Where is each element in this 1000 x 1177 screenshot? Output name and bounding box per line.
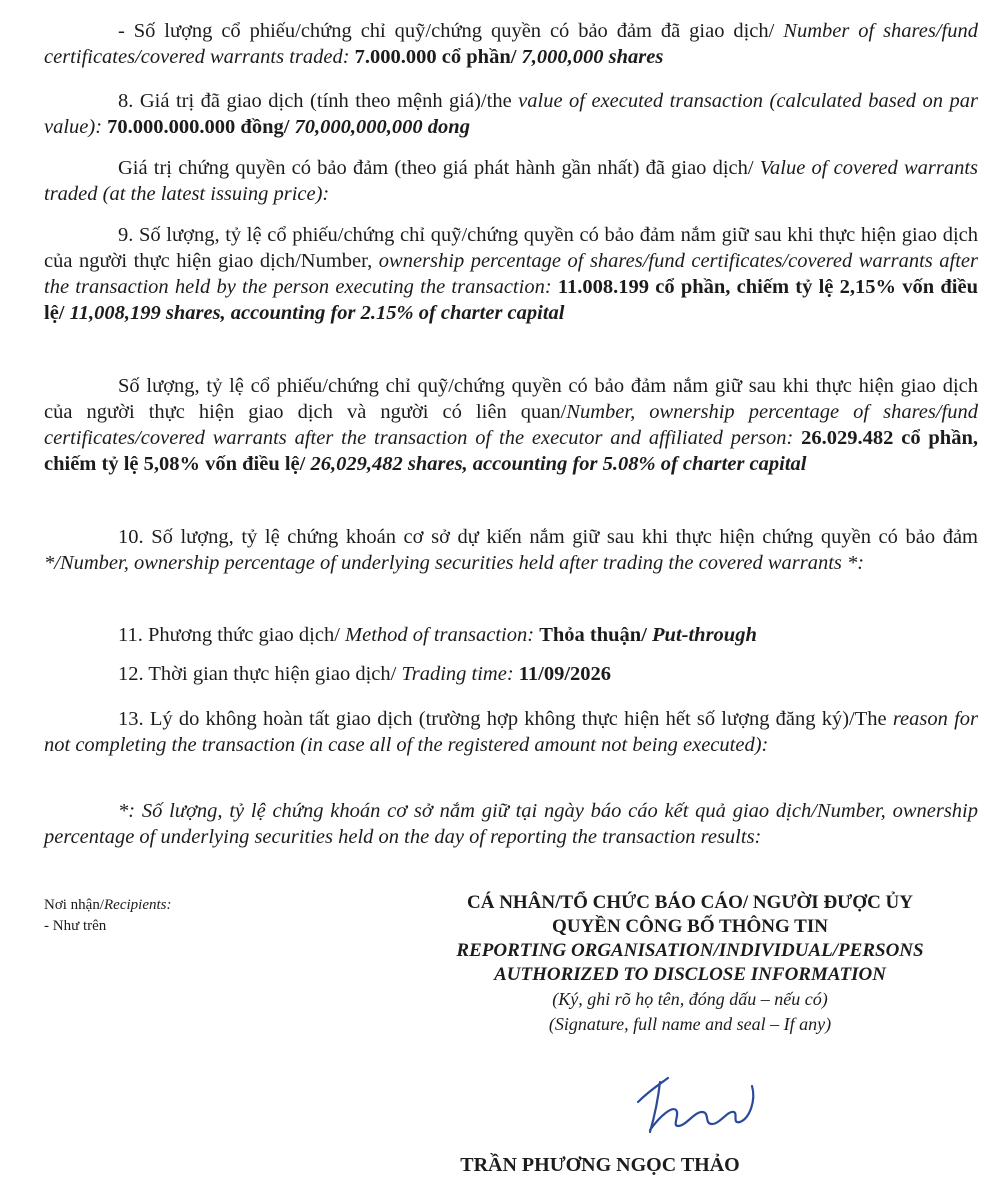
item8-lead: 8. Giá trị đã giao dịch (tính theo mệnh giá)/the <box>118 90 519 112</box>
item10-underlying-securities <box>44 524 978 576</box>
item9b-ownership-with-affiliates <box>44 373 978 477</box>
item10-lead: 10. Số lượng, tỷ lệ chứng khoán cơ sở dự kiến nắm giữ sau khi thực hiện chứng quyền có bảo đảm <box>118 526 978 548</box>
item9-label-en: ownership percentage of shares/fund certificates/covered warrants after the transaction held by the person executing the transaction: <box>44 250 978 298</box>
item7-shares-traded <box>44 18 978 70</box>
item9b-label-en: Number, ownership percentage of shares/fund certificates/covered warrants after the transaction of the executor and affiliated person: <box>44 401 979 449</box>
recipients-block <box>44 895 344 937</box>
signature-title-line3: REPORTING ORGANISATION/INDIVIDUAL/PERSONS <box>456 940 924 961</box>
signature-note-en: (Signature, full name and seal – If any) <box>548 1014 832 1034</box>
handwritten-signature <box>620 1060 780 1140</box>
item13-lead: 13. Lý do không hoàn tất giao dịch (trường hợp không thực hiện hết số lượng đăng ký)/The <box>118 708 893 730</box>
item7-lead: - Số lượng cổ phiếu/chứng chỉ quỹ/chứng quyền có bảo đảm đã giao dịch/ <box>118 20 784 42</box>
signature-title-line1: CÁ NHÂN/TỔ CHỨC BÁO CÁO/ NGƯỜI ĐƯỢC ỦY <box>467 892 913 913</box>
item9b-value-en: 26,029,482 shares, accounting for 5.08% of charter capital <box>310 453 807 475</box>
item13-label-en: reason for not completing the transaction (in case all of the registered amount not being executed): <box>44 708 979 756</box>
recipients-item: - Như trên <box>44 918 107 934</box>
item8b-lead: Giá trị chứng quyền có bảo đảm (theo giá phát hành gần nhất) đã giao dịch/ <box>118 157 760 179</box>
signature-title-line2: QUYỀN CÔNG BỐ THÔNG TIN <box>552 916 828 937</box>
item11-value-en: Put-through <box>652 624 757 646</box>
footnote <box>44 798 978 850</box>
recipients-heading <box>44 895 344 916</box>
signer-name: TRẦN PHƯƠNG NGỌC THẢO <box>460 1154 740 1176</box>
footnote-text: *: Số lượng, tỷ lệ chứng khoán cơ sở nắm giữ tại ngày báo cáo kết quả giao dịch/Number, ownership percentage of underlying securities held on the day of reporting the transaction results: <box>44 800 978 848</box>
item8b-covered-warrant-value <box>44 155 978 207</box>
signature-note-vi: (Ký, ghi rõ họ tên, đóng dấu – nếu có) <box>552 989 828 1009</box>
item8-label-en: value of executed transaction (calculated based on par value): <box>44 90 978 138</box>
item11-value: Thỏa thuận/ <box>539 624 653 646</box>
item8b-label-en: Value of covered warrants traded (at the latest issuing price): <box>44 157 978 205</box>
item11-label-en: Method of transaction: <box>345 624 540 646</box>
signature-title-line4: AUTHORIZED TO DISCLOSE INFORMATION <box>494 964 886 985</box>
item10-label-en: */Number, ownership percentage of underlying securities held after trading the covered warrants *: <box>44 552 865 574</box>
item8-value: 70.000.000.000 đồng/ <box>107 116 295 138</box>
item9-value: 11.008.199 cổ phần, chiếm tỷ lệ 2,15% vốn điều lệ/ <box>44 276 978 324</box>
item12-label-en: Trading time: <box>401 663 519 685</box>
item9-lead: 9. Số lượng, tỷ lệ cổ phiếu/chứng chỉ quỹ/chứng quyền có bảo đảm nắm giữ sau khi thực hiện giao dịch của người thực hiện giao dịch/Number, <box>44 224 978 272</box>
item9-ownership-after-transaction <box>44 222 978 326</box>
item9b-value: 26.029.482 cổ phần, chiếm tỷ lệ 5,08% vốn điều lệ/ <box>44 427 978 475</box>
item12-trading-time <box>44 661 978 687</box>
item7-label-en: Number of shares/fund certificates/covered warrants traded: <box>44 20 978 68</box>
signature-block <box>390 891 990 1037</box>
recipients-label: Nơi nhận/ <box>44 897 105 913</box>
item11-lead: 11. Phương thức giao dịch/ <box>118 624 346 646</box>
item12-lead: 12. Thời gian thực hiện giao dịch/ <box>118 663 402 685</box>
item12-value: 11/09/2026 <box>518 663 612 685</box>
item7-value-en: 7,000,000 shares <box>521 46 664 68</box>
item8-transaction-value <box>44 88 978 140</box>
item9b-lead: Số lượng, tỷ lệ cổ phiếu/chứng chỉ quỹ/chứng quyền có bảo đảm nắm giữ sau khi thực hiện giao dịch của người thực hiện giao dịch và người có liên quan/ <box>44 375 978 423</box>
item13-incomplete-reason <box>44 706 978 758</box>
recipients-label-en: Recipients: <box>104 897 172 913</box>
item8-value-en: 70,000,000,000 dong <box>294 116 470 138</box>
item9-value-en: 11,008,199 shares, accounting for 2.15% of charter capital <box>69 302 565 324</box>
item11-transaction-method <box>44 622 978 648</box>
item7-value: 7.000.000 cổ phần/ <box>354 46 522 68</box>
